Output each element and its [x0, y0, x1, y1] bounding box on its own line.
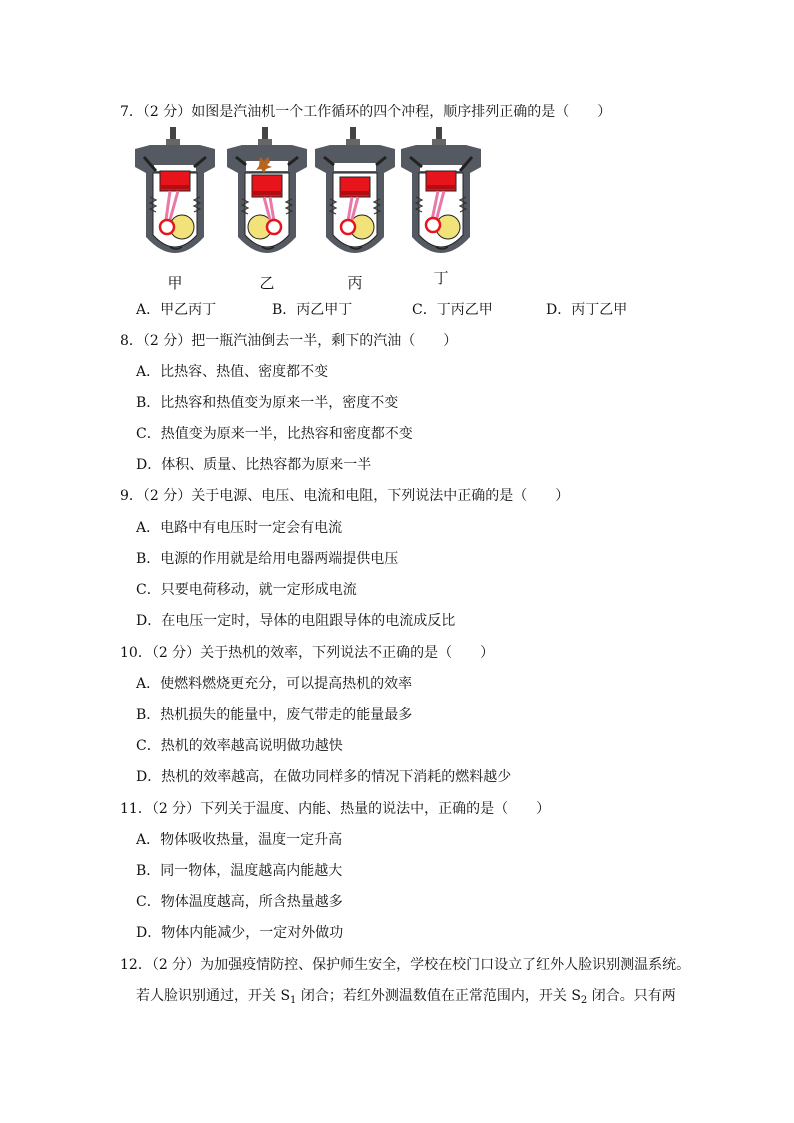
q9-option-a[interactable]: A．电路中有电压时一定会有电流 [136, 520, 343, 536]
engine-bing [310, 127, 400, 292]
q8-stem: 8．（2 分）把一瓶汽油倒去一半，剩下的汽油（ ） [120, 333, 458, 349]
stroke-label-bing: 丙 [347, 274, 363, 292]
q9-option-d[interactable]: D．在电压一定时，导体的电阻跟导体的电流成反比 [136, 613, 456, 629]
engine-yi-drawing [222, 127, 312, 267]
stroke-label-yi: 乙 [259, 274, 275, 292]
q11-option-c[interactable]: C．物体温度越高，所含热量越多 [136, 894, 343, 910]
q7-option-a[interactable]: A．甲乙丙丁 [136, 302, 217, 318]
q11-stem: 11．（2 分）下列关于温度、内能、热量的说法中，正确的是（ ） [120, 801, 551, 817]
q10-option-a[interactable]: A．使燃料燃烧更充分，可以提高热机的效率 [136, 676, 413, 692]
q7-stem: 7．（2 分）如图是汽油机一个工作循环的四个冲程，顺序排列正确的是（ ） [120, 104, 612, 120]
q12-stem: 12．（2 分）为加强疫情防控、保护师生安全，学校在校门口设立了红外人脸识别测温系统。 [120, 957, 691, 973]
q9-option-c[interactable]: C．只要电荷移动，就一定形成电流 [136, 582, 357, 598]
q8-option-d[interactable]: D．体积、质量、比热容都为原来一半 [136, 457, 372, 473]
q8-option-a[interactable]: A．比热容、热值、密度都不变 [136, 364, 329, 380]
q11-option-d[interactable]: D．物体内能减少，一定对外做功 [136, 925, 344, 941]
q7-option-b[interactable]: B．丙乙甲丁 [272, 302, 353, 318]
engine-strokes-figure [130, 127, 490, 292]
q8-option-c[interactable]: C．热值变为原来一半，比热容和密度都不变 [136, 426, 413, 442]
q10-option-c[interactable]: C．热机的效率越高说明做功越快 [136, 738, 343, 754]
q9-stem: 9．（2 分）关于电源、电压、电流和电阻，下列说法中正确的是（ ） [120, 488, 570, 504]
q9-option-b[interactable]: B．电源的作用就是给用电器两端提供电压 [136, 551, 399, 567]
engine-ding [396, 127, 486, 292]
q12-text-b: 闭合；若红外测温数值在正常范围内，开关 S [296, 988, 581, 1004]
stroke-label-jia: 甲 [167, 274, 183, 292]
q11-option-a[interactable]: A．物体吸收热量，温度一定升高 [136, 832, 343, 848]
engine-bing-drawing [310, 127, 400, 267]
q12-sub-2: 2 [580, 995, 588, 1006]
q12-text-c: 闭合。只有两 [587, 988, 676, 1004]
q12-sub-1: 1 [290, 995, 297, 1006]
q8-option-b[interactable]: B．比热容和热值变为原来一半，密度不变 [136, 395, 399, 411]
q10-stem: 10．（2 分）关于热机的效率，下列说法不正确的是（ ） [120, 645, 495, 661]
engine-ding-drawing [396, 127, 486, 267]
engine-yi [222, 127, 312, 292]
q12-stem-line2 [136, 986, 676, 1011]
q10-option-d[interactable]: D．热机的效率越高，在做功同样多的情况下消耗的燃料越少 [136, 769, 512, 785]
q10-option-b[interactable]: B．热机损失的能量中，废气带走的能量最多 [136, 707, 413, 723]
q7-option-d[interactable]: D．丙丁乙甲 [546, 302, 628, 318]
stroke-label-ding: 丁 [433, 269, 449, 287]
q7-option-c[interactable]: C．丁丙乙甲 [412, 302, 493, 318]
engine-jia [130, 127, 220, 292]
engine-jia-drawing [130, 127, 220, 267]
q12-text-a: 若人脸识别通过，开关 S [136, 988, 291, 1004]
q11-option-b[interactable]: B．同一物体，温度越高内能越大 [136, 863, 343, 879]
